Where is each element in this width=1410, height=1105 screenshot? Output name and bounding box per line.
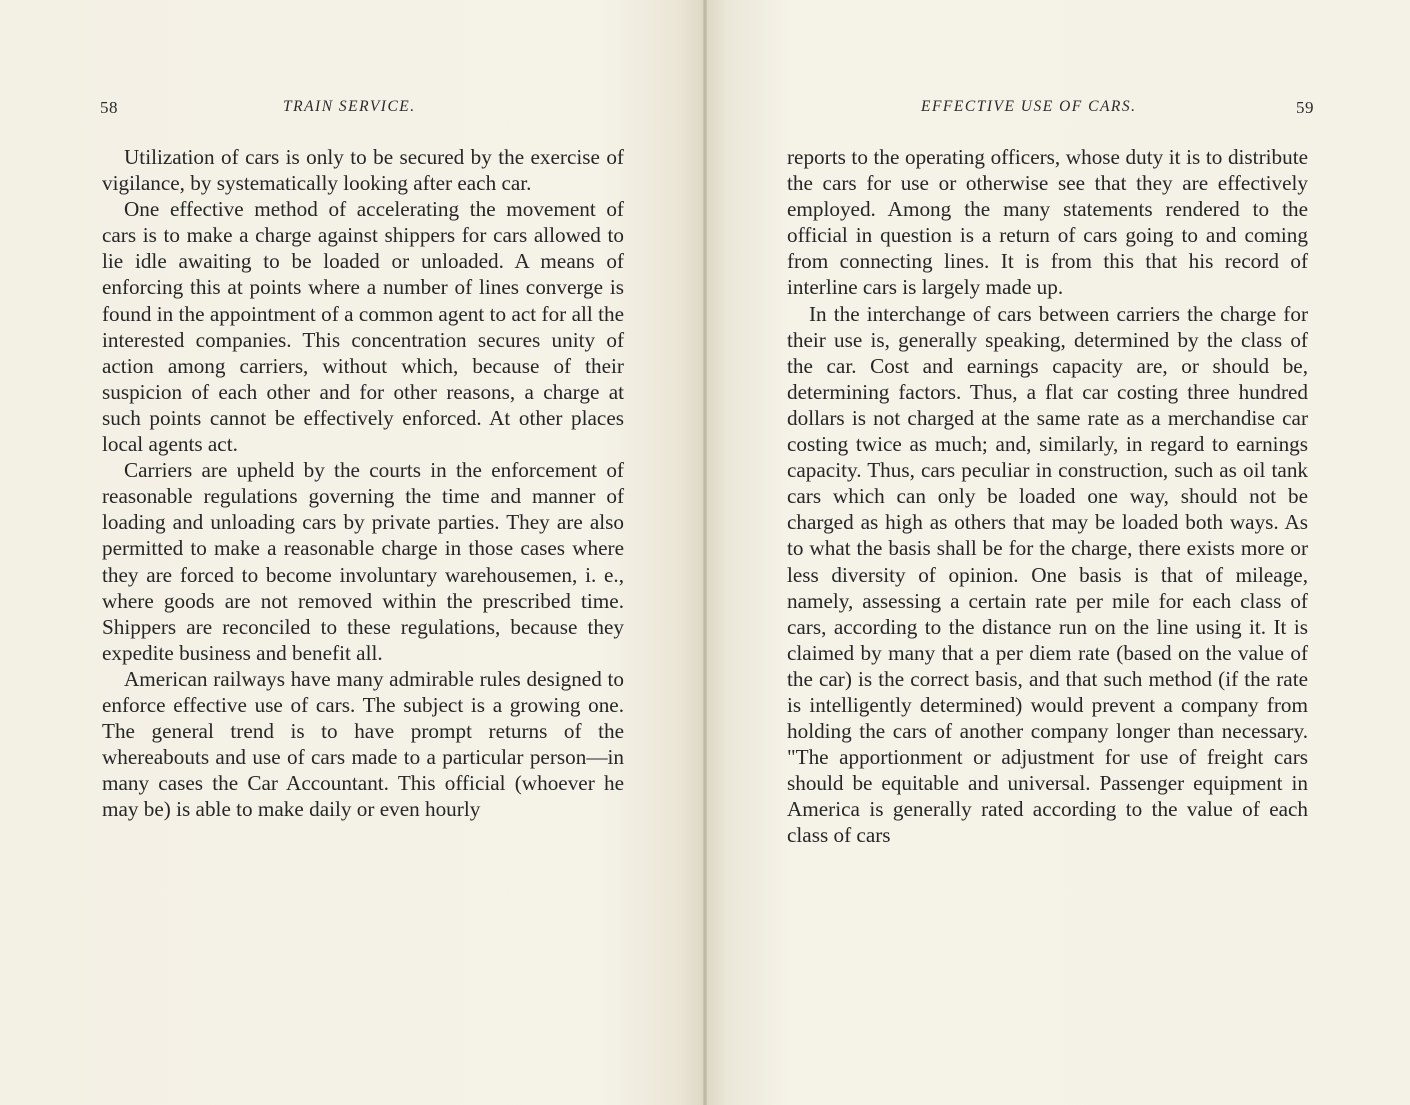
paragraph: reports to the operating officers, whose duty it is to distribute the cars for use or otherwise see that they are effectively employed. Among the many statements rendered to the official in question is a return of cars going to and coming from connecting lines. It is from this that his record of interline cars is largely made up. xyxy=(787,145,1308,300)
right-running-title: EFFECTIVE USE OF CARS. xyxy=(921,98,1137,115)
right-running-head xyxy=(787,98,1314,122)
paragraph: Carriers are upheld by the courts in the enforcement of reasonable regulations governing the time and manner of loading and unloading cars by private parties. They are also permitted to make a reasonable charge in those cases where they are forced to become involuntary warehousemen, i. e., where goods are not removed within the prescribed time. Shippers are reconciled to these regulations, because they expedite business and benefit all. xyxy=(102,458,624,665)
right-body-text xyxy=(787,144,1308,849)
left-running-head xyxy=(100,98,630,122)
paragraph: One effective method of accelerating the movement of cars is to make a charge against shippers for cars allowed to lie idle awaiting to be loaded or unloaded. A means of enforcing this at points where a number of lines converge is found in the appointment of a common agent to act for all the interested companies. This concentration secures unity of action among carriers, without which, because of their suspicion of each other and for other reasons, a charge at such points cannot be effectively enforced. At other places local agents act. xyxy=(102,197,624,457)
left-running-title: TRAIN SERVICE. xyxy=(283,98,416,115)
right-page-number: 59 xyxy=(1296,98,1314,117)
left-body-text xyxy=(102,144,624,822)
right-page xyxy=(706,0,1410,1105)
paragraph: In the interchange of cars between carriers the charge for their use is, generally speaking, determined by the class of the car. Cost and earnings capacity are, or should be, determining factors. Thus, a flat car costing three hundred dollars is not charged at the same rate as a merchandise car costing twice as much; and, similarly, in regard to earnings capacity. Thus, cars peculiar in construction, such as oil tank cars which can only be loaded one way, should not be charged as high as others that may be loaded both ways. As to what the basis shall be for the charge, there exists more or less diversity of opinion. One basis is that of mileage, namely, assessing a certain rate per mile for each class of cars, according to the distance run on the line using it. It is claimed by many that a per diem rate (based on the value of the car) is the correct basis, and that such method (if the rate is intelligently determined) would prevent a company from holding the cars of another company longer than necessary. "The apportionment or adjustment for use of freight cars should be equitable and universal. Passenger equipment in America is generally rated according to the value of each class of cars xyxy=(787,301,1308,848)
book-gutter xyxy=(703,0,707,1105)
paragraph: American railways have many admirable rules designed to enforce effective use of cars. The subject is a growing one. The general trend is to have prompt returns of the whereabouts and use of cars made to a particular person—in many cases the Car Accountant. This official (whoever he may be) is able to make daily or even hourly xyxy=(102,666,624,822)
paragraph: Utilization of cars is only to be secured by the exercise of vigilance, by systematically looking after each car. xyxy=(102,145,624,196)
left-page-number: 58 xyxy=(100,98,118,117)
